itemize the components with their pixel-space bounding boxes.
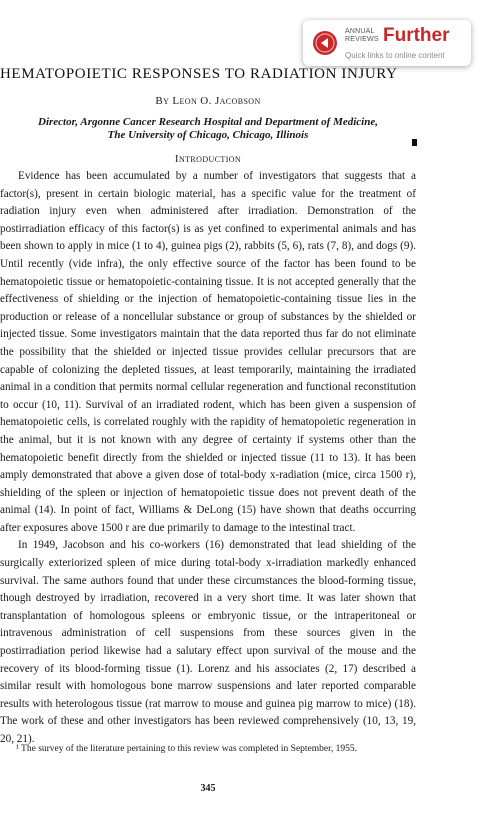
author-affiliation [0,116,416,142]
section-heading: Introduction [174,153,242,165]
body-paragraph: Evidence has been accumulated by a number of investigators that suggests that a factor(s), present in certain biologic material, has a specific value for the treatment of radiation injury even when administered after irradiation. Demonstration of the postirradiation efficacy of this factor(s) is as yet confined to experimental animals and has been shown to apply in mice (1 to 4), guinea pigs (2), rabbits (5, 6), rats (7, 8), and dogs (9). Until recently (vide infra), the only effective source of the factor has been found to be hematopoietic tissue or hematopoietic-containing tissue. It is not accepted generally that the effectiveness of shielding or the injection of hematopoietic-containing tissue lies in the production or release of a noncellular substance or group of substances by the shielded or injected tissue. Some investigators maintain that the data reported thus far do not eliminate the possibility that the shielded or injected tissue provides cellular precursors that are capable of colonizing the depleted tissues, at least temporarily, maintaining the irradiated animal in a condition that permits normal cellular regeneration and functional reconstitution to occur (10, 11). Survival of an irradiated rodent, which has been given a suspension of hematopoietic cells, is correlated roughly with the rapidity of hematopoietic regeneration in the animal, but it is not known with any degree of certainty if systems other than the hematopoietic benefit directly from the shielded or injected tissue (11 to 13). It has been amply demonstrated that above a given dose of total-body x-radiation (mice, circa 1500 r), shielding of the spleen or injection of hematopoietic tissue does not prevent death of the animal (14). In point of fact, Williams & DeLong (15) have shown that deaths occurring after exposures above 1500 r are due primarily to damage to the intestinal tract. [0,170,416,534]
badge-subtitle: Quick links to online content [345,51,445,60]
further-links-badge[interactable] [303,20,471,66]
affiliation-line-1: Director, Argonne Cancer Research Hospital and Department of Medicine, [38,116,378,128]
body-paragraph: In 1949, Jacobson and his co-workers (16) demonstrated that lead shielding of the surgically exteriorized spleen of mice during total-body x-irradiation markedly enhanced survival. The same authors found that under these circumstances the blood-forming tissue, though destroyed by irradiation, recovered in a very short time. It was later shown that transplantation of homologous spleens or embryonic tissue, or the intraperitoneal or intravenous administration of cell suspensions from these sources given in the postirradiation period likewise had a salutary effect upon survival of the mouse and the recovery of its blood-forming tissue (1). Lorenz and his associates (2, 17) described a similar result with homologous bone marrow suspensions and later reported comparable results with heterologous tissue (rat marrow to mouse and guinea pig marrow to mice) (18). The work of these and other investigators has been reviewed comprehensively (10, 13, 19, 20, 21). [0,539,416,745]
play-circle-icon [312,30,338,56]
footnote [0,743,416,756]
footnote-text: ¹ The survey of the literature pertaining to this review was completed in September, 1955. [16,744,358,754]
badge-brand: ANNUAL REVIEWS [345,28,379,43]
author-line: By Leon O. Jacobson [155,95,261,107]
footnote-marker [412,139,417,146]
article-title: HEMATOPOIETIC RESPONSES TO RADIATION INJURY [0,66,398,82]
badge-title: Further [383,25,450,46]
affiliation-line-2: The University of Chicago, Chicago, Illinois [107,129,309,141]
article-body [0,168,416,749]
page-number: 345 [200,783,216,794]
